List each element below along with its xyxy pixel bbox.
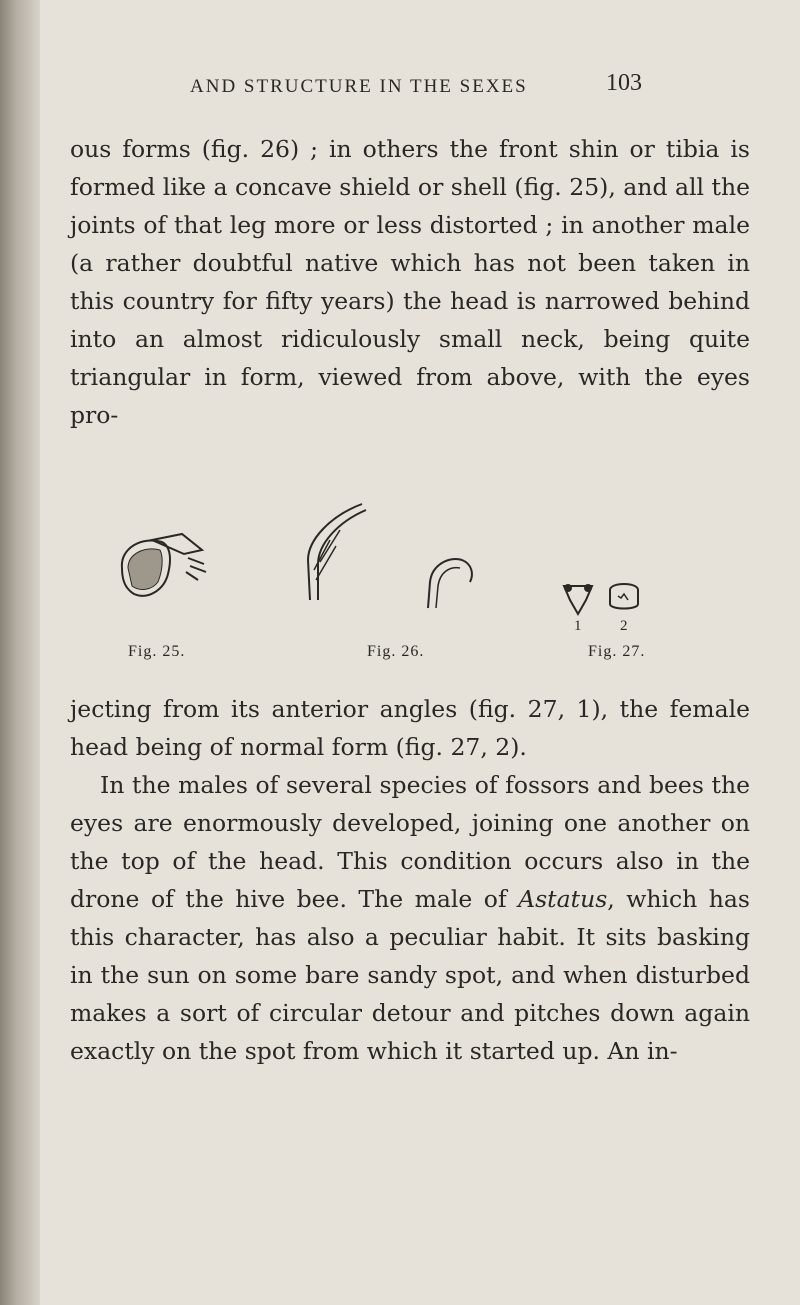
genus-name-astatus: Astatus — [518, 885, 608, 913]
fig-25-tibia-illustration — [112, 528, 232, 608]
paragraph-2: jecting from its anterior angles (fig. 27, 1), the female head being of normal form (fig. 27, 2). — [70, 695, 750, 761]
page-header — [0, 62, 800, 102]
fig-26-leg-illustration — [300, 500, 380, 610]
figure-row — [0, 500, 800, 670]
fig-26-joint-illustration — [420, 552, 490, 612]
fig-27-label-1: 1 — [574, 618, 582, 634]
fig-26-caption: Fig. 26. — [367, 643, 425, 660]
fig-27-female-head-illustration — [604, 576, 644, 616]
running-head: AND STRUCTURE IN THE SEXES — [190, 76, 528, 97]
paragraph-3-text-b: , which has this character, has also a peculiar habit. It sits basking in the sun on some bare sandy spot, and when disturbed makes a sort of circular detour and pitches down again exactly on the spot from which it started up. An in- — [70, 885, 750, 1065]
paragraph-3 — [70, 766, 750, 1070]
fig-25-caption: Fig. 25. — [128, 643, 186, 660]
fig-27-male-head-illustration — [560, 580, 596, 620]
fig-27-label-2: 2 — [620, 618, 628, 634]
page-number: 103 — [606, 70, 642, 96]
fig-27-caption: Fig. 27. — [588, 643, 646, 660]
paragraph-3-text-a: In the males of several species of fossors and bees the eyes are enormously developed, joining one another on the top of the head. This condition occurs also in the drone of the hive bee. The male of — [70, 771, 750, 913]
paragraph-1: ous forms (fig. 26) ; in others the front shin or tibia is formed like a concave shield or shell (fig. 25), and all the joints of that leg more or less distorted ; in another male (a rather doubtful native which has not been taken in this country for fifty years) the head is narrowed behind into an almost ridiculously small neck, being quite triangular in form, viewed from above, with the eyes pro- — [70, 135, 750, 429]
